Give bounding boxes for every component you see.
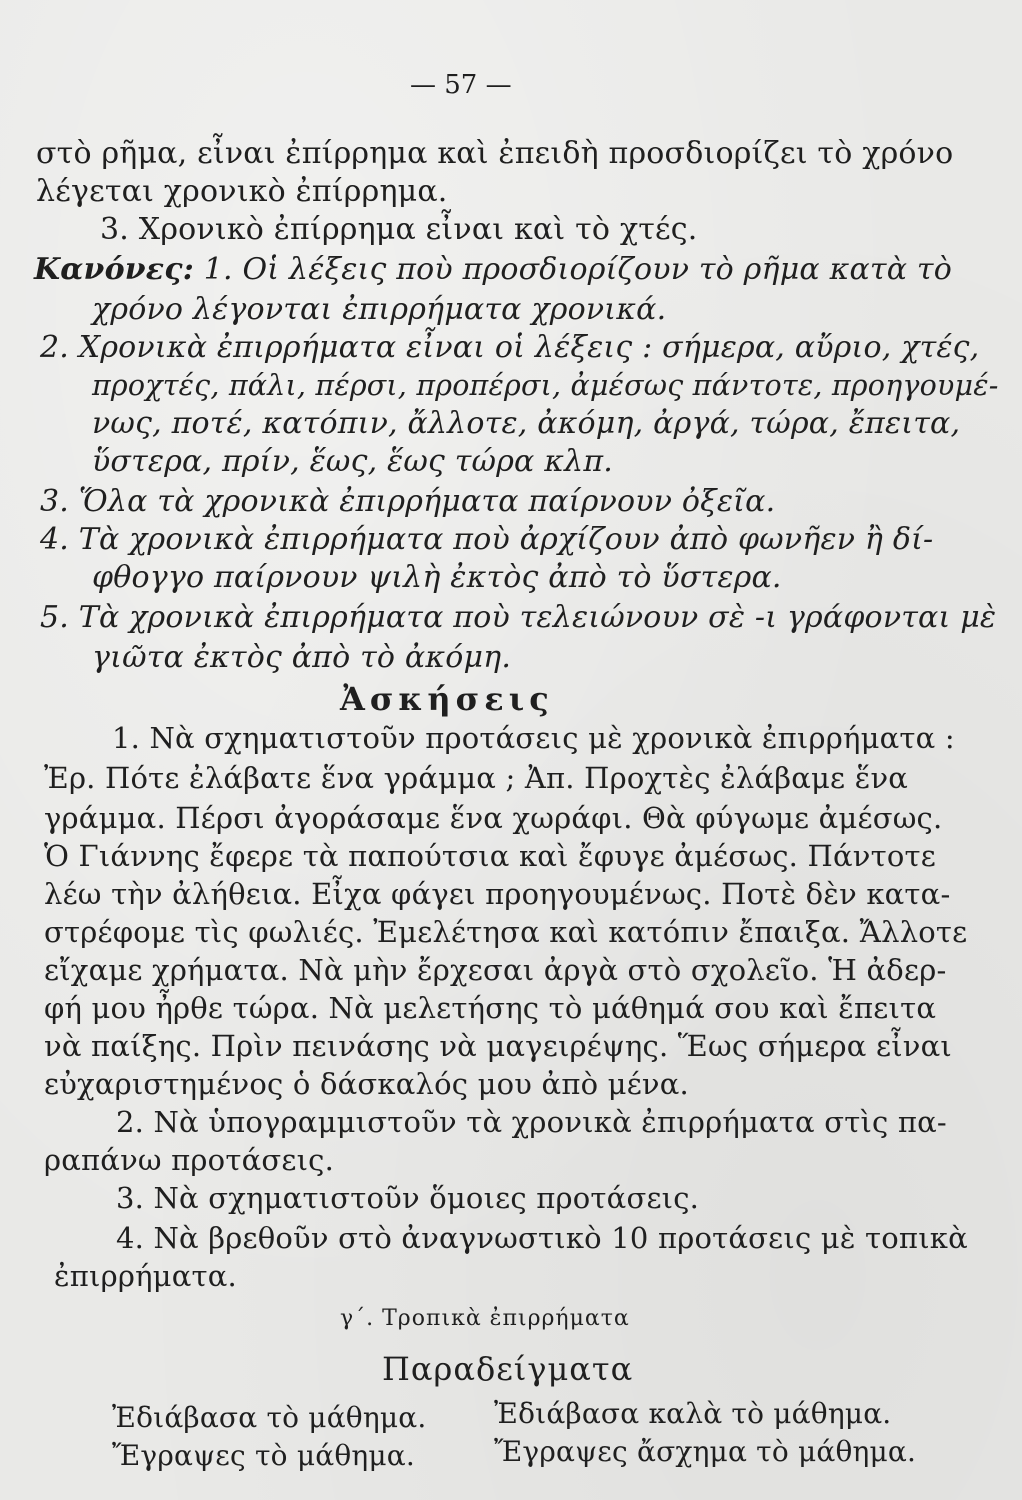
rules-rule-3: 3. Ὅλα τὰ χρονικὰ ἐπιρρήματα παίρνουν ὀξεῖα.: [40, 484, 776, 519]
exercise-2b: ραπάνω προτάσεις.: [44, 1143, 335, 1177]
rules-rule-1a: [34, 252, 952, 288]
exercise-1d: Ὁ Γιάννης ἔφερε τὰ παπούτσια καὶ ἔφυγε ἀμέσως. Πάντοτε: [44, 839, 936, 873]
example-left-2: Ἔγραψες τὸ μάθημα.: [112, 1439, 415, 1472]
rules-rule-2c: νως, ποτέ, κατόπιν, ἄλλοτε, ἀκόμη, ἀργά, τώρα, ἔπειτα,: [92, 406, 961, 441]
exercise-1f: στρέφομε τὶς φωλιές. Ἐμελέτησα καὶ κατόπιν ἔπαιξα. Ἄλλοτε: [44, 915, 968, 949]
exercise-1i: νὰ παίξης. Πρὶν πεινάσης νὰ μαγειρέψης. Ἕως σήμερα εἶναι: [44, 1029, 952, 1063]
example-left-1: Ἐδιάβασα τὸ μάθημα.: [112, 1401, 427, 1434]
rules-label: Κανόνες:: [34, 252, 194, 287]
exercise-1e: λέω τὴν ἀλήθεια. Εἶχα φάγει προηγουμένως. Ποτὲ δὲν κατα-: [44, 877, 951, 911]
rules-rule-4a: 4. Τὰ χρονικὰ ἐπιρρήματα ποὺ ἀρχίζουν ἀπὸ φωνῆεν ἢ δί-: [40, 522, 934, 557]
exercise-2a: 2. Νὰ ὑπογραμμιστοῦν τὰ χρονικὰ ἐπιρρήματα στὶς πα-: [116, 1105, 947, 1139]
rules-rule-5a: 5. Τὰ χρονικὰ ἐπιρρήματα ποὺ τελειώνουν σὲ -ι γράφονται μὲ: [40, 600, 997, 635]
example-right-2: Ἔγραψες ἄσχημα τὸ μάθημα.: [494, 1435, 917, 1468]
intro-line-3: 3. Χρονικὸ ἐπίρρημα εἶναι καὶ τὸ χτές.: [100, 212, 698, 247]
intro-line-1: στὸ ρῆμα, εἶναι ἐπίρρημα καὶ ἐπειδὴ προσδιορίζει τὸ χρόνο: [36, 136, 954, 171]
section-heading: Παραδείγματα: [382, 1350, 634, 1388]
rules-rule-2d: ὕστερα, πρίν, ἕως, ἕως τώρα κλπ.: [92, 444, 613, 479]
rules-rule-2b: προχτές, πάλι, πέρσι, προπέρσι, ἀμέσως πάντοτε, προηγουμέ-: [92, 369, 999, 402]
exercises-heading: Ἀσκήσεις: [340, 680, 554, 718]
rules-rule-1b: χρόνο λέγονται ἐπιρρήματα χρονικά.: [92, 292, 667, 327]
rules-rule-1a-text: 1. Οἱ λέξεις ποὺ προσδιορίζουν τὸ ρῆμα κατὰ τὸ: [203, 252, 952, 287]
rules-rule-5b: γιῶτα ἐκτὸς ἀπὸ τὸ ἀκόμη.: [92, 640, 512, 675]
example-right-1: Ἐδιάβασα καλὰ τὸ μάθημα.: [494, 1397, 892, 1430]
exercise-1c: γράμμα. Πέρσι ἀγοράσαμε ἕνα χωράφι. Θὰ φύγωμε ἀμέσως.: [44, 801, 943, 835]
exercise-1j: εὐχαριστημένος ὁ δάσκαλός μου ἀπὸ μένα.: [44, 1067, 689, 1101]
rules-rule-2a: 2. Χρονικὰ ἐπιρρήματα εἶναι οἱ λέξεις : σήμερα, αὔριο, χτές,: [40, 330, 980, 365]
exercise-4a: 4. Νὰ βρεθοῦν στὸ ἀναγνωστικὸ 10 προτάσεις μὲ τοπικὰ: [116, 1221, 968, 1255]
exercise-1a: 1. Νὰ σχηματιστοῦν προτάσεις μὲ χρονικὰ ἐπιρρήματα :: [112, 721, 955, 755]
exercise-3: 3. Νὰ σχηματιστοῦν ὅμοιες προτάσεις.: [116, 1181, 700, 1215]
rules-rule-4b: φθογγο παίρνουν ψιλὴ ἐκτὸς ἀπὸ τὸ ὕστερα.: [92, 560, 782, 595]
exercise-1h: φή μου ἦρθε τώρα. Νὰ μελετήσης τὸ μάθημά σου καὶ ἔπειτα: [44, 991, 937, 1025]
section-subheading: γ΄. Τροπικὰ ἐπιρρήματα: [340, 1306, 630, 1331]
exercise-4b: ἐπιρρήματα.: [54, 1259, 237, 1293]
exercise-1g: εἴχαμε χρήματα. Νὰ μὴν ἔρχεσαι ἀργὰ στὸ σχολεῖο. Ἡ ἀδερ-: [44, 953, 947, 987]
exercise-1b: Ἐρ. Πότε ἐλάβατε ἕνα γράμμα ; Ἀπ. Προχτὲς ἐλάβαμε ἕνα: [44, 761, 909, 795]
page-number: — 57 —: [410, 70, 512, 100]
intro-line-2: λέγεται χρονικὸ ἐπίρρημα.: [36, 174, 448, 209]
